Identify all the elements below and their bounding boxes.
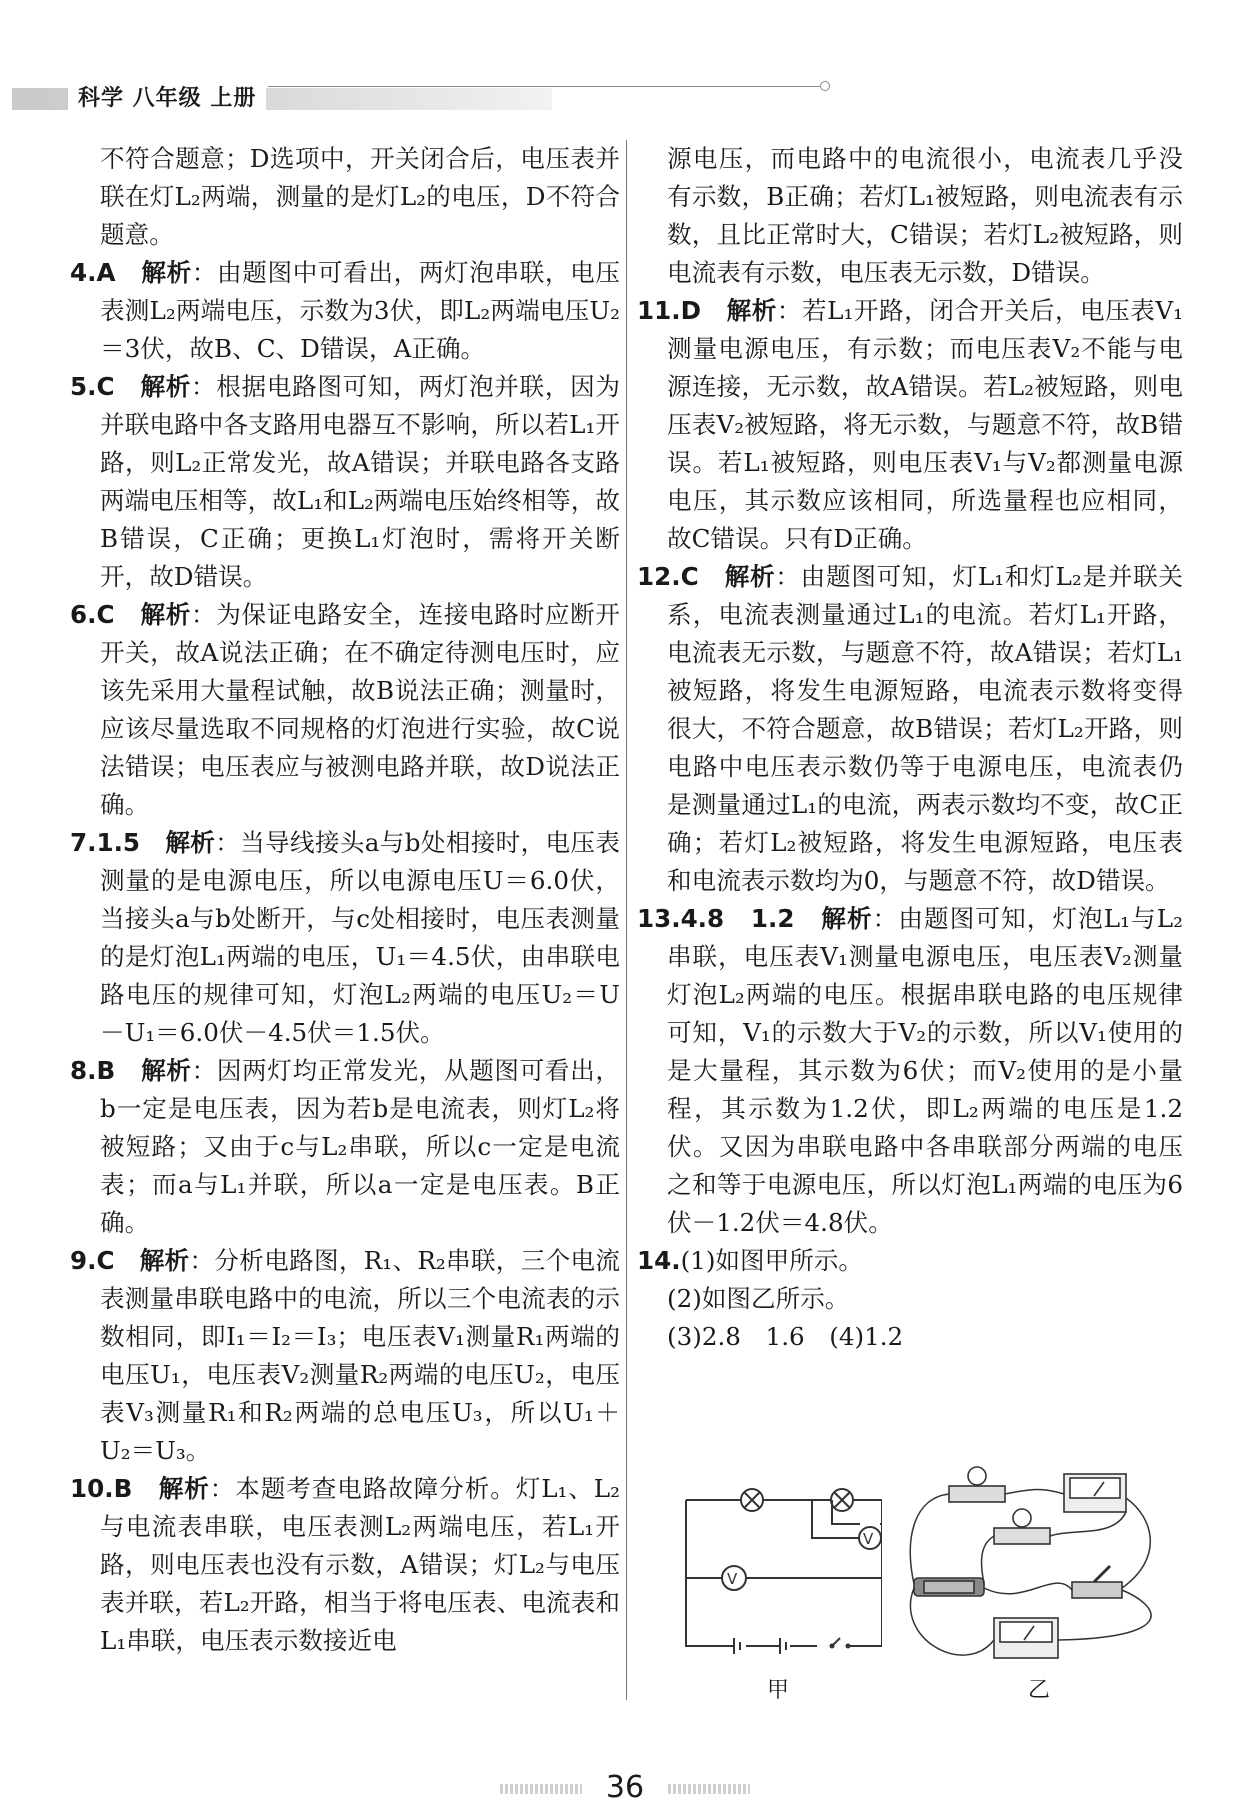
answer-item <box>70 824 620 1052</box>
switch-contact <box>830 1644 835 1649</box>
spacer <box>115 1056 141 1085</box>
analysis-text: ：分析电路图，R₁、R₂串联，三个电流表测量串联电路中的电流，所以三个电流表的示数相同，即I₁＝I₂＝I₃；电压表V₁测量R₁两端的电压U₁，电压表V₂测量R₂两端的电压U₂，电压表V₃测量R₁和R₂两端的总电压U₃，所以U₁＋U₂＝U₃。 <box>100 1246 620 1465</box>
answer-number: 11.D <box>637 296 701 325</box>
answer-number: 9.C <box>70 1246 115 1275</box>
circuit-physical-diagram-b <box>894 1458 1184 1673</box>
spacer <box>794 904 821 933</box>
answer-item <box>637 292 1183 558</box>
analysis-label: 解析 <box>141 258 192 287</box>
analysis-label: 解析 <box>140 600 192 629</box>
analysis-label: 解析 <box>821 904 873 933</box>
analysis-text: ：由题图可知，灯泡L₁与L₂串联，电压表V₁测量电源电压，电压表V₂测量灯泡L₂两端的电压。根据串联电路的电压规律可知，V₁的示数大于V₂的示数，所以V₁使用的是大量程，其示数为6伏；而V₂使用的是小量程，其示数为1.2伏，即L₂两端的电压是1.2伏。又因为串联电路中各串联部分两端的电压之和等于电源电压，所以灯泡L₁两端的电压为6伏－1.2伏＝4.8伏。 <box>667 904 1183 1237</box>
column-divider <box>626 140 627 1700</box>
analysis-label: 解析 <box>139 1246 190 1275</box>
spacer <box>115 600 141 629</box>
spacer <box>116 258 142 287</box>
analysis-label: 解析 <box>140 372 192 401</box>
answer-item <box>70 368 620 596</box>
spacer <box>132 1474 158 1503</box>
spacer <box>701 296 727 325</box>
answer-number: 5.C <box>70 372 115 401</box>
answer-line: (1)如图甲所示。 <box>680 1246 863 1275</box>
answer-number: 12.C <box>637 562 699 591</box>
analysis-label: 解析 <box>726 296 777 325</box>
circuit-diagram-a <box>682 1468 882 1688</box>
answer-item <box>70 1242 620 1470</box>
answer-item <box>637 900 1183 1242</box>
analysis-text: ：由题图中可看出，两灯泡串联，电压表测L₂两端电压，示数为3伏，即L₂两端电压U₂＝3伏，故B、C、D错误，A正确。 <box>100 258 620 363</box>
answer-number: 4.A <box>70 258 116 287</box>
spacer <box>115 1246 140 1275</box>
footer-bar-left <box>500 1784 582 1794</box>
analysis-text: ：当导线接头a与b处相接时，电压表测量的是电源电压，所以电源电压U＝6.0伏，当接头a与b处断开，与c处相接时，电压表测量的是灯泡L₁两端的电压，U₁＝4.5伏，由串联电路电压的规律可知，灯泡L₂两端的电压U₂＝U－U₁＝6.0伏－4.5伏＝1.5伏。 <box>100 828 620 1047</box>
answer-item <box>70 1052 620 1242</box>
analysis-text: ：若L₁开路，闭合开关后，电压表V₁测量电源电压，有示数；而电压表V₂不能与电源连接，无示数，故A错误。若L₂被短路，则电压表V₂被短路，将无示数，与题意不符，故B错误。若L₁被短路，则电压表V₁与V₂都测量电源电压，其示数应该相同，所选量程也应相同，故C错误。只有D正确。 <box>667 296 1183 553</box>
book-title: 科学 八年级 上册 <box>68 84 266 114</box>
answer-item <box>637 558 1183 900</box>
answer-line: (3)2.8 1.6 (4)1.2 <box>667 1322 904 1351</box>
switch-contact <box>846 1644 851 1649</box>
spacer <box>140 828 165 857</box>
analysis-text: ：为保证电路安全，连接电路时应断开开关，故A说法正确；在不确定待测电压时，应该先采用大量程试触，故B说法正确；测量时，应该尽量选取不同规格的灯泡进行实验，故C说法错误；电压表应与被测电路并联，故D说法正确。 <box>100 600 620 819</box>
answer-number: 7.1.5 <box>70 828 141 857</box>
right-intro: 源电压，而电路中的电流很小，电流表几乎没有示数，B正确；若灯L₁被短路，则电流表有示数，且比正常时大，C错误；若灯L₂被短路，则电流表有示数，电压表无示数，D错误。 <box>667 144 1183 287</box>
voltmeter-label: V <box>727 1570 738 1588</box>
analysis-text: ：由题图可知，灯L₁和灯L₂是并联关系，电流表测量通过L₁的电流。若灯L₁开路，电流表无示数，与题意不符，故A错误；若灯L₁被短路，将发生电源短路，电流表示数将变得很大，不符合题意，故B错误；若灯L₂开路，则电路中电压表示数仍等于电源电压，电流表仍是测量通过L₁的电流，两表示数均不变，故C正确；若灯L₂被短路，将发生电源短路，电压表和电流表示数均为0，与题意不符，故D错误。 <box>667 562 1183 895</box>
spacer <box>115 372 141 401</box>
left-items <box>70 254 620 1660</box>
answer-line: (2)如图乙所示。 <box>667 1284 850 1313</box>
analysis-text: ：根据电路图可知，两灯泡并联，因为并联电路中各支路用电器互不影响，所以若L₁开路，则L₂正常发光，故A错误；并联电路各支路两端电压相等，故L₁和L₂两端电压始终相等，故B错误，C正确；更换L₁灯泡时，需将开关断开，故D错误。 <box>100 372 620 591</box>
header-dot <box>820 81 830 91</box>
spacer <box>699 562 725 591</box>
page-footer <box>0 1770 1250 1810</box>
answer-number: 13.4.8 1.2 <box>637 904 795 933</box>
answer-number: 14. <box>637 1246 681 1275</box>
right-column <box>637 140 1183 1356</box>
answer-number: 6.C <box>70 600 115 629</box>
answer-item <box>70 1470 620 1660</box>
analysis-label: 解析 <box>165 828 216 857</box>
caption-a: 甲 <box>767 1678 790 1703</box>
answer-item <box>70 254 620 368</box>
page-number: 36 <box>605 1770 645 1805</box>
analysis-label: 解析 <box>141 1056 192 1085</box>
voltmeter-label: V <box>863 1530 874 1548</box>
header-rule <box>268 86 820 87</box>
left-column <box>70 140 620 1660</box>
right-items <box>637 292 1183 1242</box>
answer-number: 8.B <box>70 1056 116 1085</box>
caption-b: 乙 <box>1028 1678 1051 1703</box>
answer-number: 10.B <box>70 1474 133 1503</box>
left-intro: 不符合题意；D选项中，开关闭合后，电压表并联在灯L₂两端，测量的是灯L₂的电压，D不符合题意。 <box>100 144 620 249</box>
page-header <box>12 82 822 118</box>
analysis-label: 解析 <box>724 562 776 591</box>
footer-bar-right <box>668 1784 750 1794</box>
figures <box>672 1468 1192 1728</box>
analysis-label: 解析 <box>158 1474 210 1503</box>
answer-item-14 <box>637 1242 1183 1280</box>
analysis-text: ：本题考查电路故障分析。灯L₁、L₂与电流表串联，电压表测L₂两端电压，若L₁开路，则电压表也没有示数，A错误；灯L₂与电压表并联，若L₂开路，相当于将电压表、电流表和L₁串联，电压表示数接近电 <box>100 1474 620 1655</box>
answer-item <box>70 596 620 824</box>
analysis-text: ：因两灯均正常发光，从题图可看出，b一定是电压表，因为若b是电流表，则灯L₂将被短路；又由于c与L₂串联，所以c一定是电流表；而a与L₁并联，所以a一定是电压表。B正确。 <box>100 1056 620 1237</box>
